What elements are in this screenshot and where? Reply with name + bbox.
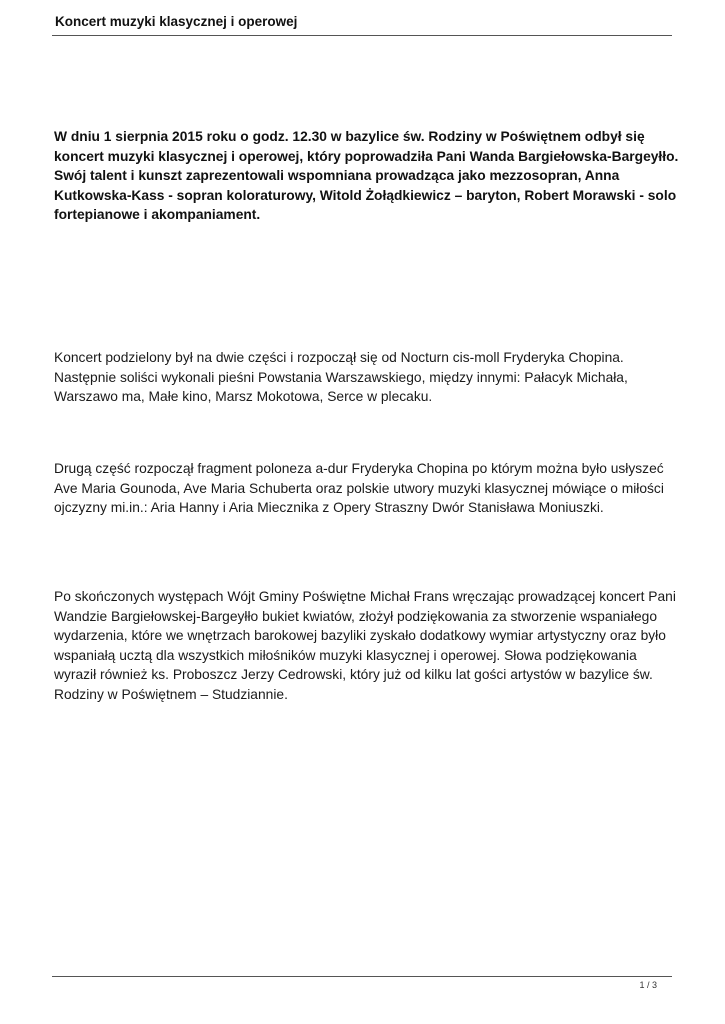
article-paragraph-3: Po skończonych występach Wójt Gminy Poświętne Michał Frans wręczając prowadzącej koncert Pani Wandzie Bargiełowskej-Bargeyłło bukiet kwiatów, złożył podziękowania za stworzenie wspaniałego wydarzenia, które we wnętrzach barokowej bazyliki zyskało dodatkowy wymiar artystyczny oraz było wspaniałą ucztą dla wszystkich miłośników muzyki klasycznej i operowej. Słowa podziękowania wyraził również ks. Proboszcz Jerzy Cedrowski, który już od kilku lat gości artystów w bazylice św. Rodziny w Poświętnem – Studziannie. <box>54 589 676 702</box>
footer-divider <box>52 976 672 977</box>
page-header-title: Koncert muzyki klasycznej i operowej <box>55 14 298 29</box>
article-paragraph-1: Koncert podzielony był na dwie części i rozpoczął się od Nocturn cis-moll Fryderyka Chopina. Następnie soliści wykonali pieśni Powstania Warszawskiego, między innymi: Pałacyk Michała, Warszawo ma, Małe kino, Marsz Mokotowa, Serce w plecaku. <box>54 350 628 404</box>
article-paragraph-2: Drugą część rozpoczął fragment poloneza a-dur Fryderyka Chopina po którym można było usłyszeć Ave Maria Gounoda, Ave Maria Schuberta oraz polskie utwory muzyki klasycznej mówiące o miłości ojczyzny mi.in.: Aria Hanny i Aria Miecznika z Opery Straszny Dwór Stanisława Moniuszki. <box>54 461 664 515</box>
header-divider <box>52 35 672 36</box>
article-lead-paragraph: W dniu 1 sierpnia 2015 roku o godz. 12.30 w bazylice św. Rodziny w Poświętnem odbył się koncert muzyki klasycznej i operowej, który poprowadziła Pani Wanda Bargiełowska-Bargeyłło. Swój talent i kunszt zaprezentowali wspomniana prowadząca jako mezzosopran, Anna Kutkowska-Kass - sopran koloraturowy, Witold Żołądkiewicz – baryton, Robert Morawski - solo fortepianowe i akompaniament. <box>54 129 679 222</box>
page-number: 1 / 3 <box>639 980 657 990</box>
